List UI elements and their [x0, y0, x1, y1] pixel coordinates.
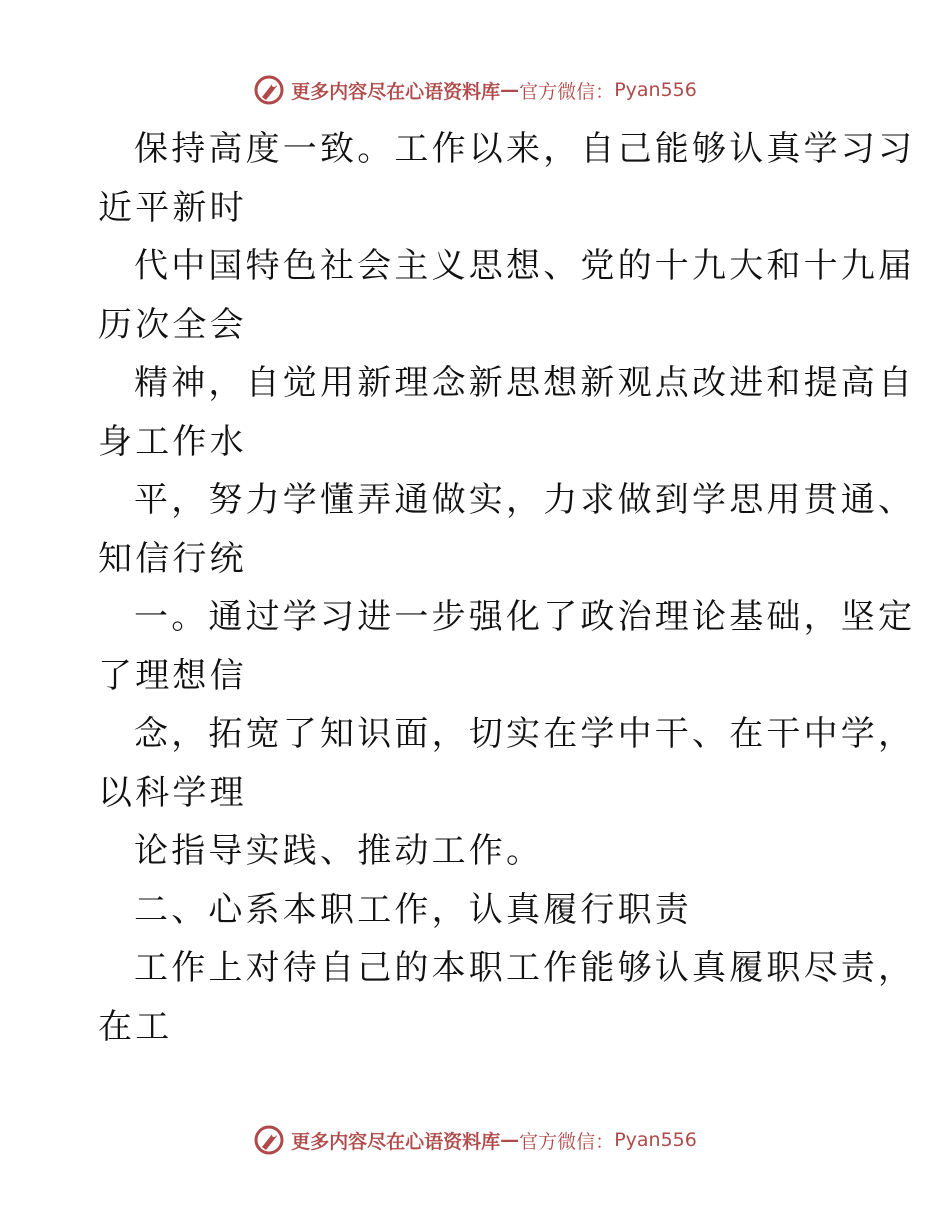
wechat-label: 官方微信：	[519, 80, 615, 103]
banner-separator: —	[500, 1129, 520, 1151]
text-line: 近平新时	[98, 187, 247, 228]
document-body	[98, 120, 916, 1056]
text-line: 代中国特色社会主义思想、党的十九大和十九届	[134, 246, 916, 286]
text-line: 历次全会	[98, 304, 247, 345]
text-line: 精神，自觉用新理念新思想新观点改进和提高自	[134, 363, 916, 403]
footer-watermark-banner	[0, 1120, 950, 1160]
brand-text: 更多内容尽在心语资料库	[291, 80, 501, 103]
brand-text: 更多内容尽在心语资料库	[291, 1130, 501, 1153]
text-line: 保持高度一致。工作以来，自己能够认真学习习	[134, 129, 916, 169]
text-line: 念，拓宽了知识面，切实在学中干、在干中学，	[134, 714, 916, 754]
section-heading: 二、心系本职工作，认真履行职责	[134, 889, 692, 930]
text-line: 平，努力学懂弄通做实，力求做到学思用贯通、	[134, 480, 916, 520]
wechat-id: Pyan556	[614, 79, 697, 101]
text-line: 在工	[98, 1006, 173, 1047]
pen-nib-circle-icon	[253, 74, 285, 106]
text-line: 工作上对待自己的本职工作能够认真履职尽责，	[134, 948, 916, 988]
pen-nib-circle-icon	[253, 1124, 285, 1156]
header-watermark-banner	[0, 70, 950, 110]
text-line: 知信行统	[98, 538, 247, 579]
wechat-id: Pyan556	[614, 1129, 697, 1151]
text-line: 一。通过学习进一步强化了政治理论基础，坚定	[134, 597, 916, 637]
text-line: 论指导实践、推动工作。	[134, 831, 544, 871]
wechat-label: 官方微信：	[519, 1130, 615, 1153]
banner-separator: —	[500, 79, 520, 101]
text-line: 以科学理	[98, 772, 247, 813]
text-line: 了理想信	[98, 655, 247, 696]
text-line: 身工作水	[98, 421, 247, 462]
